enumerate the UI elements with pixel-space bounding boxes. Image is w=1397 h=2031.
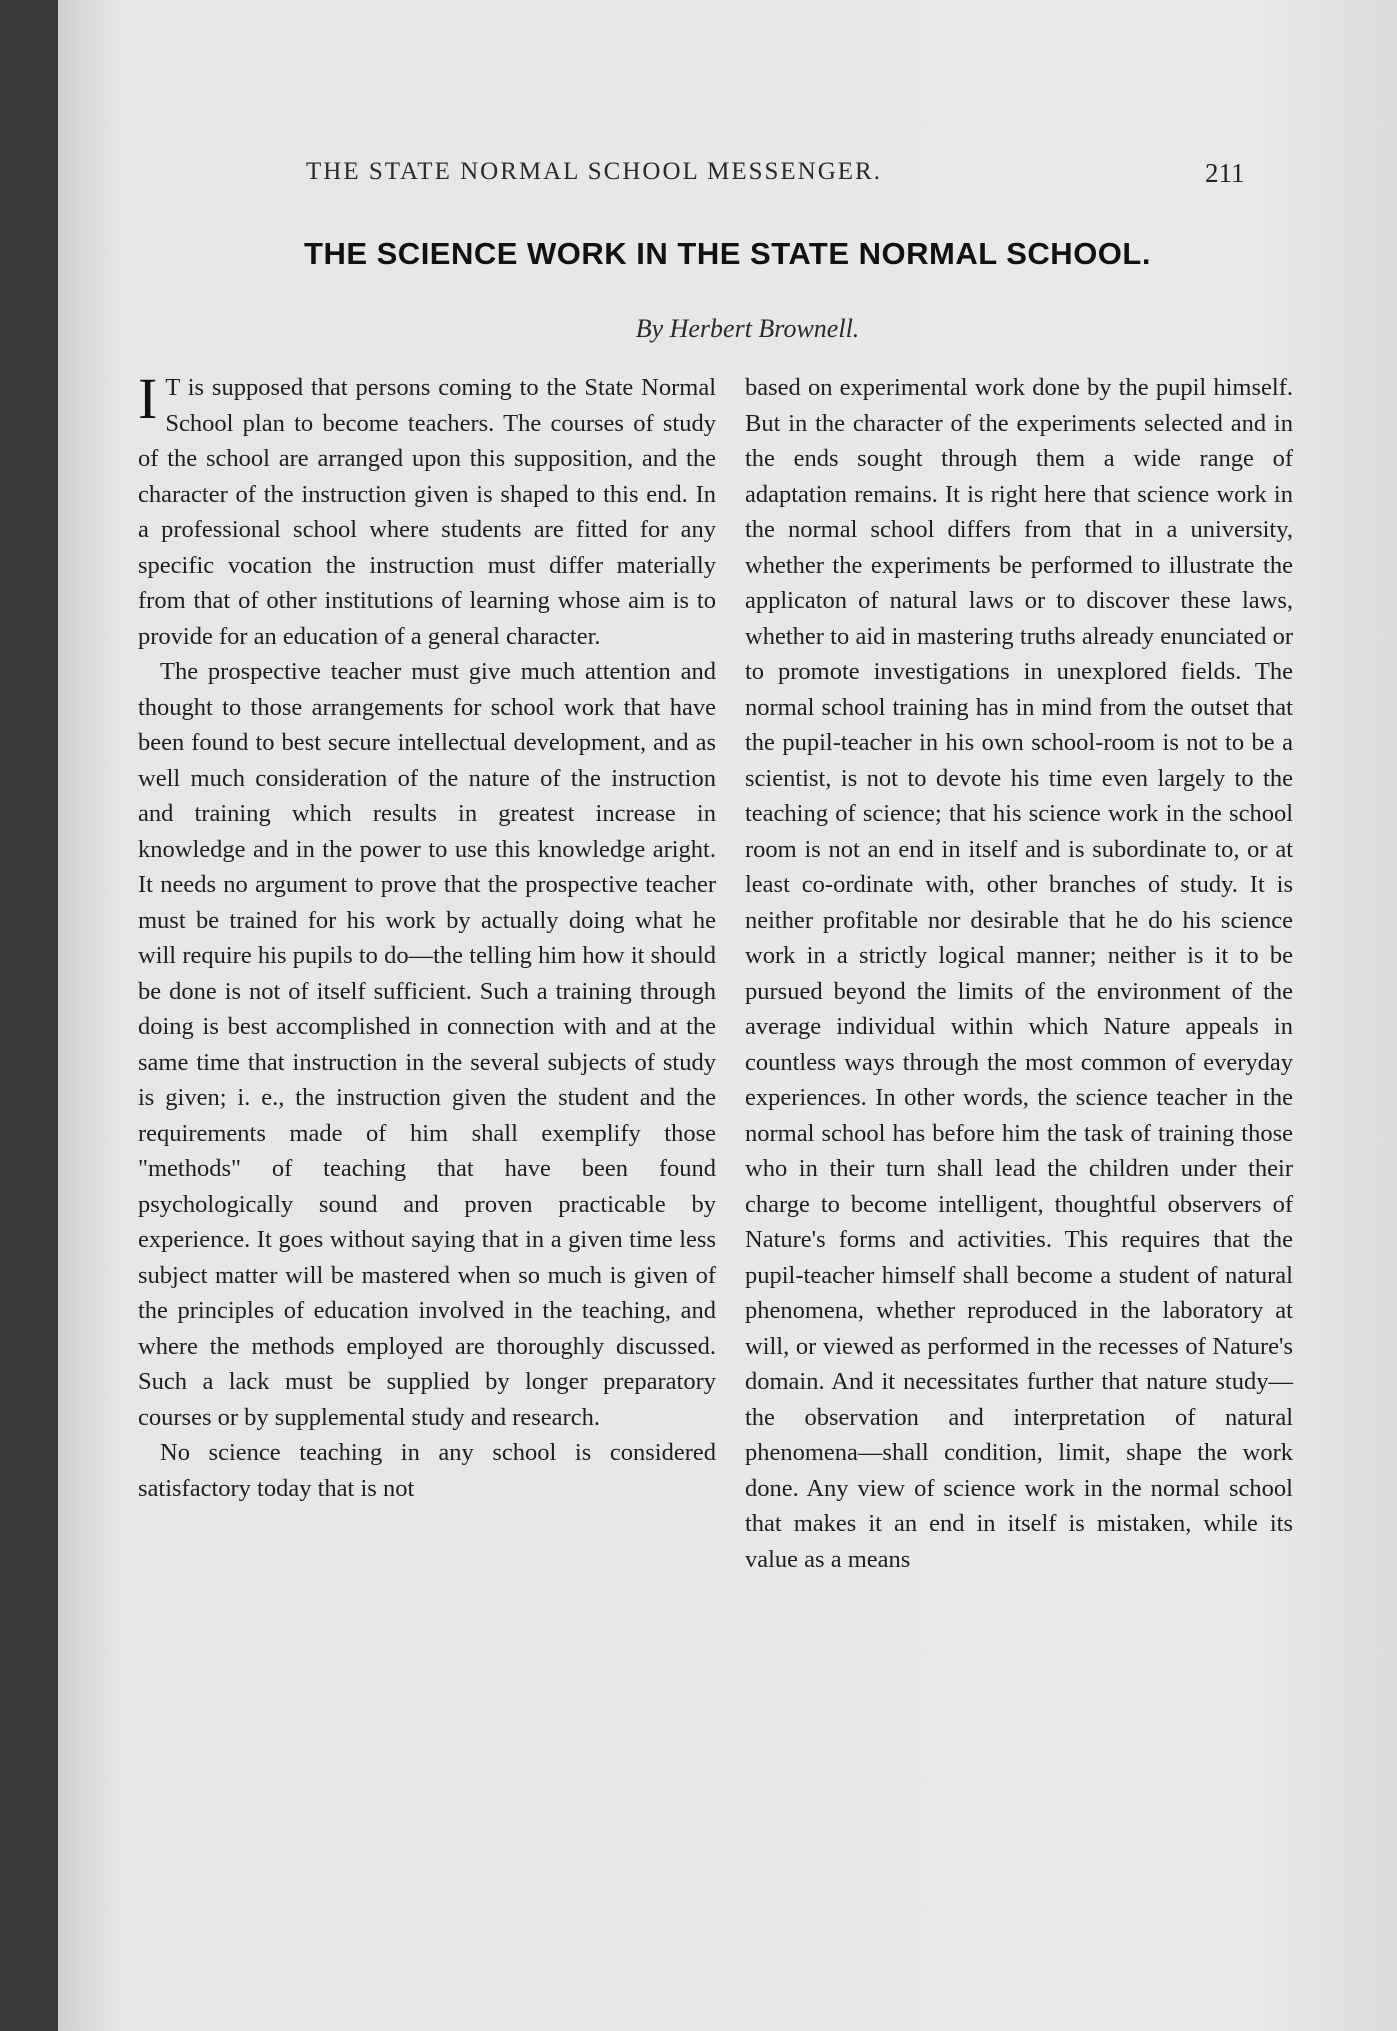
book-page	[58, 0, 1397, 2031]
paragraph-3: No science teaching in any school is considered satisfactory today that is not	[138, 1439, 716, 1502]
paragraph-4: based on experimental work done by the pupil himself. But in the character of the experiments selected and in the ends sought through them a wide range of adaptation remains. It is right here that science work in the normal school differs from that in a university, whether the experiments be performed to illustrate the applicaton of natural laws or to discover these laws, whether to aid in mastering truths already enunciated or to promote investigations in unexplored fields. The normal school training has in mind from the outset that the pupil-teacher in his own school-room is not to be a scientist, is not to devote his time even largely to the teaching of science; that his science work in the school room is not an end in itself and is subordinate to, or at least co-ordinate with, other branches of study. It is neither profitable nor desirable that he do his science work in a strictly logical manner; neither is it to be pursued beyond the limits of the environment of the average individual within which Nature appeals in countless ways through the most common of everyday experiences. In other words, the science teacher in the normal school has before him the task of training those who in their turn shall lead the children under their charge to become intelligent, thoughtful observers of Nature's forms and activities. This requires that the pupil-teacher himself shall become a student of natural phenomena, whether reproduced in the laboratory at will, or viewed as performed in the recesses of Nature's domain. And it necessitates further that nature study—the observation and interpretation of natural phenomena—shall condition, limit, shape the work done. Any view of science work in the normal school that makes it an end in itself is mistaken, while its value as a means	[745, 374, 1293, 1573]
running-head	[58, 158, 1397, 198]
running-title: THE STATE NORMAL SCHOOL MESSENGER.	[306, 158, 882, 185]
paragraph-1-text: T is supposed that persons coming to the State Normal School plan to become teachers. The courses of study of the school are arranged upon this supposition, and the character of the instruction given is shaped to this end. In a professional school where students are fitted for any specific vocation the instruction must differ materially from that of other institutions of learning whose aim is to provide for an education of a general character.	[138, 374, 716, 650]
article-byline: By Herbert Brownell.	[635, 314, 860, 343]
paragraph-2: The prospective teacher must give much attention and thought to those arrangements for school work that have been found to best secure intellectual development, and as well much consideration of the nature of the instruction and training which results in greatest increase in knowledge and in the power to use this knowledge aright. It needs no argument to prove that the prospective teacher must be trained for his work by actually doing what he will require his pupils to do—the telling him how it should be done is not of itself sufficient. Such a training through doing is best accomplished in connection with and at the same time that instruction in the several subjects of study is given; i. e., the instruction given the student and the requirements made of him shall exemplify those "methods" of teaching that have been found psychologically sound and proven practicable by experience. It goes without saying that in a given time less subject matter will be mastered when so much is given of the principles of education involved in the teaching, and where the methods employed are thoroughly discussed. Such a lack must be supplied by longer preparatory courses or by supplemental study and research.	[138, 658, 716, 1431]
page-number: 211	[1205, 158, 1245, 188]
drop-cap: I	[138, 366, 158, 431]
article-title: THE SCIENCE WORK IN THE STATE NORMAL SCHOOL.	[304, 236, 1151, 271]
paragraph-1	[138, 366, 716, 654]
left-column	[138, 366, 716, 1506]
right-column	[745, 370, 1293, 1577]
